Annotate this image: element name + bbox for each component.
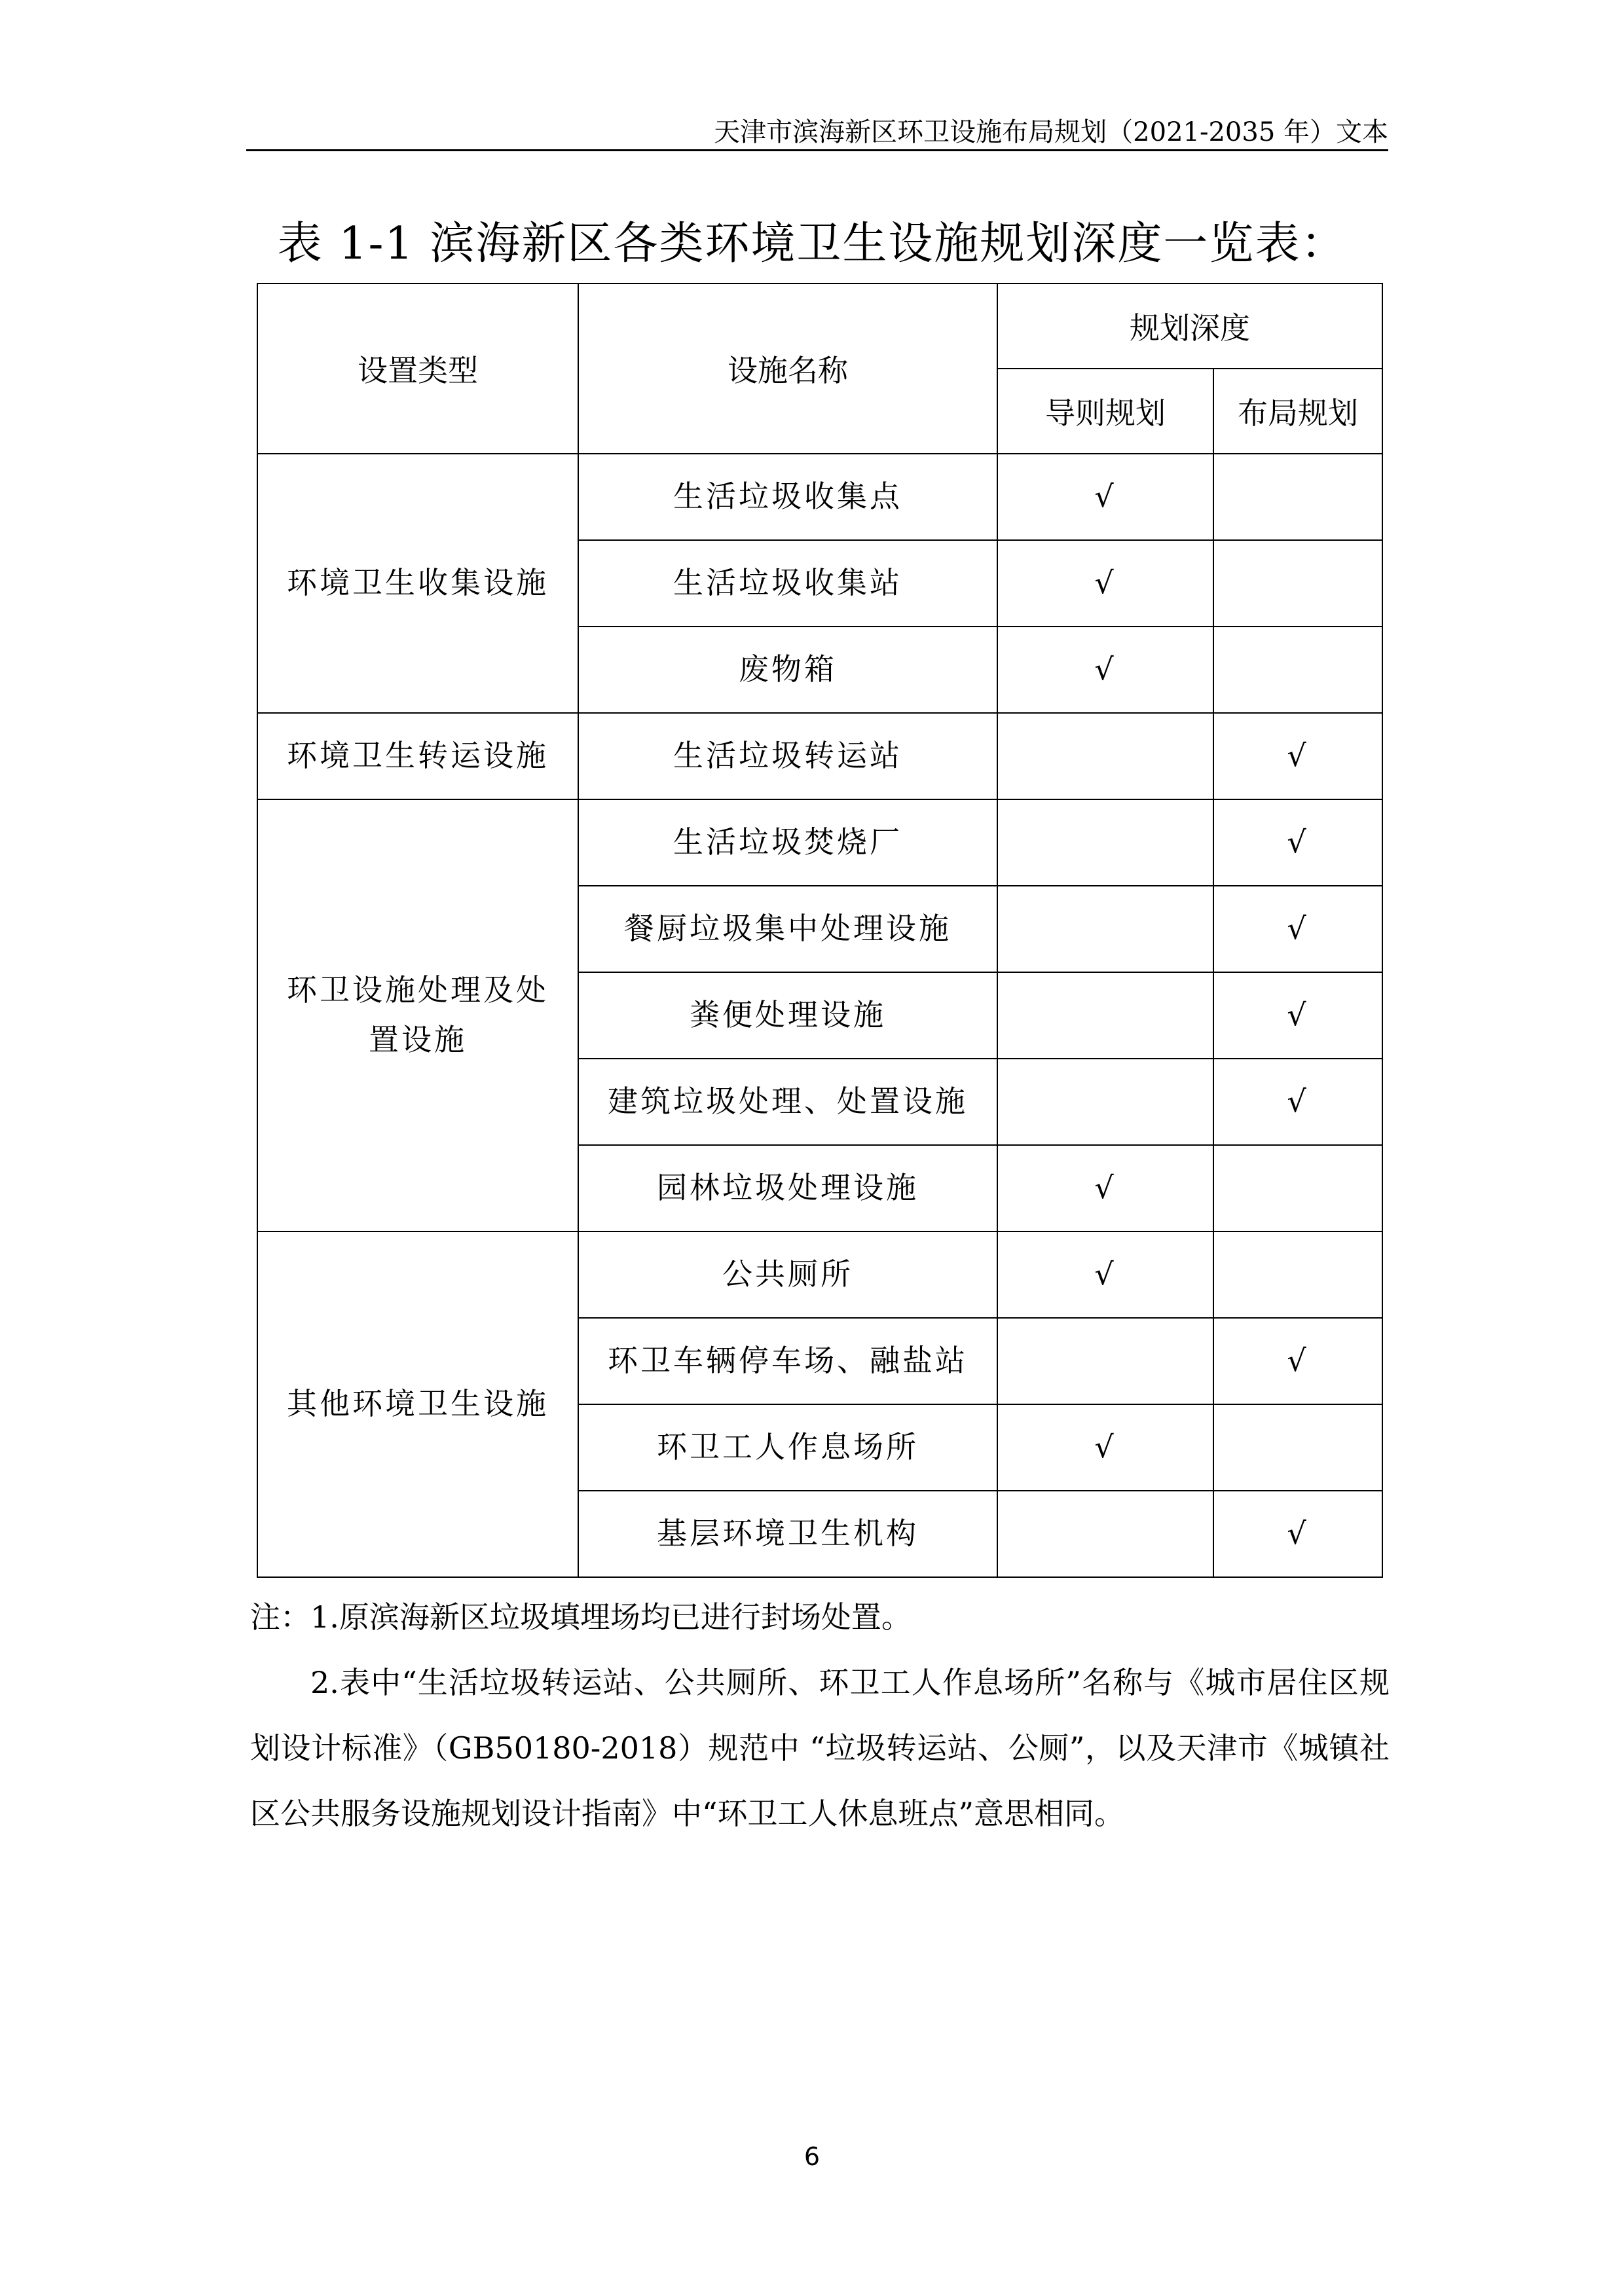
layout-check-cell [1213,1231,1382,1318]
group-type-cell: 其他环境卫生设施 [257,1231,578,1577]
table-body [257,454,1382,1577]
guide-check-cell: √ [997,1145,1213,1231]
facility-name-cell: 粪便处理设施 [578,972,997,1059]
facility-name-cell: 生活垃圾收集点 [578,454,997,540]
guide-check-cell [997,1059,1213,1145]
layout-check-cell [1213,627,1382,713]
table-row [257,1231,1382,1318]
facility-name-cell: 公共厕所 [578,1231,997,1318]
group-type-cell [257,799,578,1231]
layout-check-cell: √ [1213,799,1382,886]
facility-name-cell: 废物箱 [578,627,997,713]
table-row [257,799,1382,886]
header-layout-planning: 布局规划 [1213,369,1382,454]
document-header-title: 天津市滨海新区环卫设施布局规划（2021-2035 年）文本 [714,117,1388,147]
layout-check-cell: √ [1213,1491,1382,1577]
layout-check-cell: √ [1213,972,1382,1059]
table-header [257,283,1382,454]
table-row [257,454,1382,540]
header-facility-name: 设施名称 [578,283,997,454]
note-2: 2.表中“生活垃圾转运站、公共厕所、环卫工人作息场所”名称与《城市居住区规划设计标准》（GB50180-2018）规范中 “垃圾转运站、公厕”，以及天津市《城镇社区公共服务设施规划设计指南》中“环卫工人休息班点”意思相同。 [250,1665,1390,1831]
layout-check-cell [1213,454,1382,540]
layout-check-cell: √ [1213,1318,1382,1404]
table-title: 表 1-1 滨海新区各类环境卫生设施规划深度一览表： [277,218,1347,270]
group-type-cell: 环境卫生收集设施 [257,454,578,713]
facility-name-cell: 生活垃圾焚烧厂 [578,799,997,886]
guide-check-cell: √ [997,627,1213,713]
guide-check-cell: √ [997,540,1213,627]
facility-name-cell: 环卫工人作息场所 [578,1404,997,1491]
table-row [257,713,1382,799]
header-divider [246,149,1388,151]
guide-check-cell [997,886,1213,972]
facility-name-cell: 基层环境卫生机构 [578,1491,997,1577]
layout-check-cell [1213,540,1382,627]
guide-check-cell [997,1318,1213,1404]
header-guide-planning: 导则规划 [997,369,1213,454]
header-planning-depth: 规划深度 [997,283,1382,369]
guide-check-cell: √ [997,454,1213,540]
layout-check-cell [1213,1145,1382,1231]
group-type-cell: 环境卫生转运设施 [257,713,578,799]
table-header-row-1 [257,283,1382,369]
guide-check-cell: √ [997,1404,1213,1491]
guide-check-cell [997,972,1213,1059]
note-1: 注：1.原滨海新区垃圾填埋场均已进行封场处置。 [250,1599,912,1635]
facility-name-cell: 建筑垃圾处理、处置设施 [578,1059,997,1145]
header-facility-type: 设置类型 [257,283,578,454]
layout-check-cell [1213,1404,1382,1491]
facility-name-cell: 生活垃圾转运站 [578,713,997,799]
planning-depth-table [257,283,1383,1578]
facility-name-cell: 园林垃圾处理设施 [578,1145,997,1231]
layout-check-cell: √ [1213,1059,1382,1145]
facility-name-cell: 生活垃圾收集站 [578,540,997,627]
guide-check-cell: √ [997,1231,1213,1318]
layout-check-cell: √ [1213,886,1382,972]
guide-check-cell [997,1491,1213,1577]
group-type-line-1: 环卫设施处理及处 [287,972,549,1008]
facility-name-cell: 环卫车辆停车场、融盐站 [578,1318,997,1404]
table-notes [250,1584,1390,1846]
layout-check-cell: √ [1213,713,1382,799]
guide-check-cell [997,713,1213,799]
page-number: 6 [803,2142,821,2171]
group-type-line-2: 置设施 [369,1022,467,1057]
facility-name-cell: 餐厨垃圾集中处理设施 [578,886,997,972]
guide-check-cell [997,799,1213,886]
